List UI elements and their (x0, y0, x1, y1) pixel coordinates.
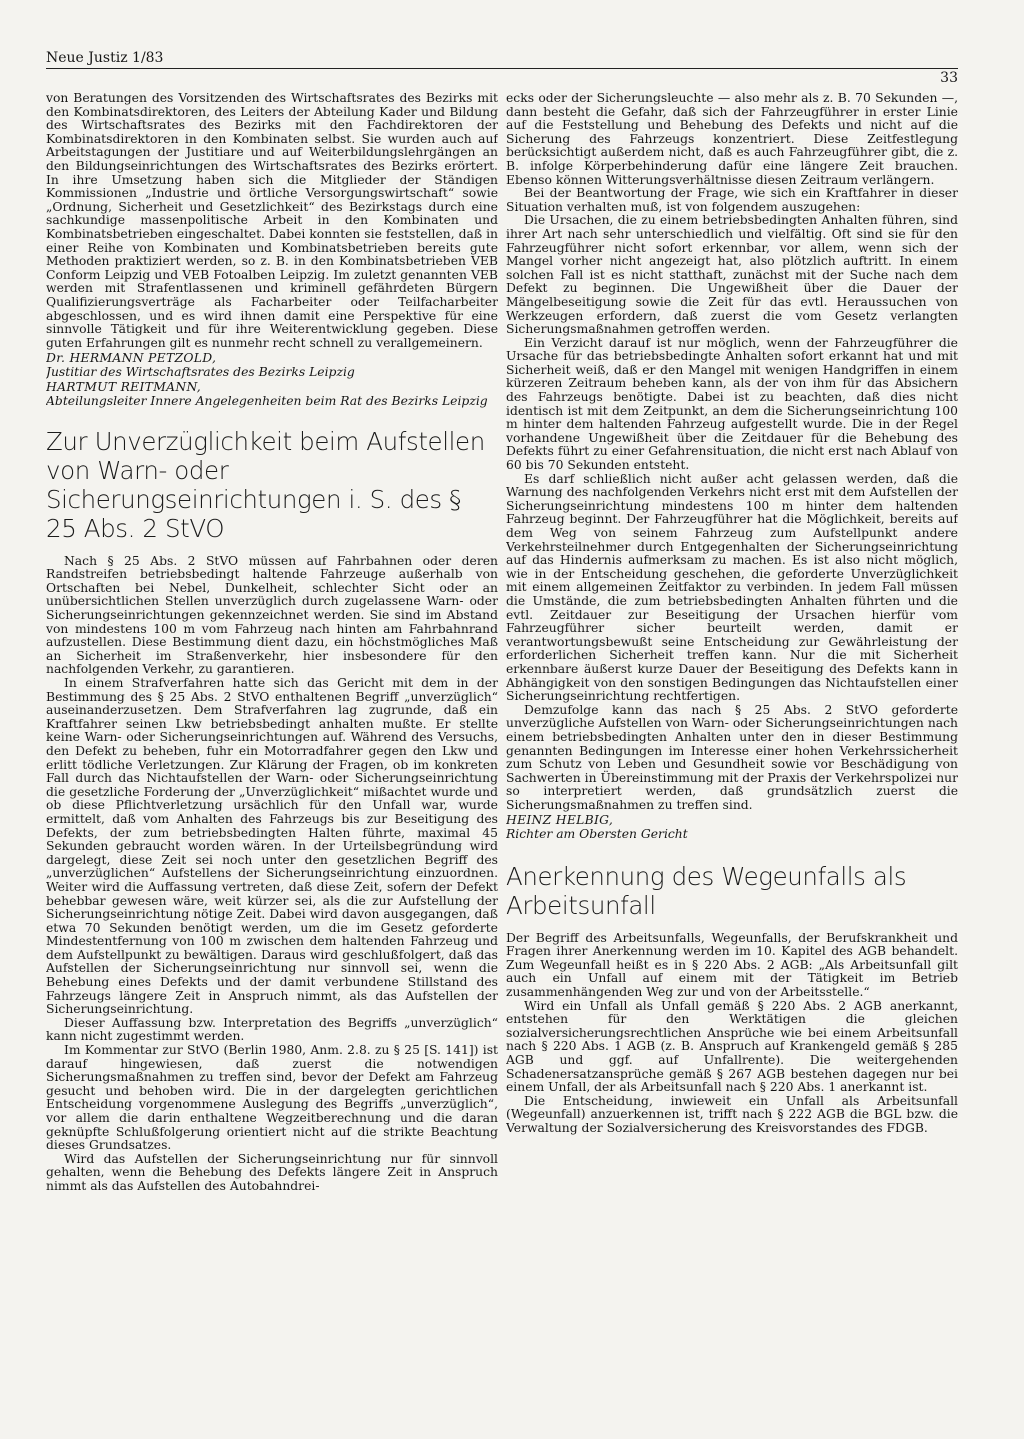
paragraph: Es darf schließlich nicht außer acht gelassen werden, daß die Warnung des nachfolgenden Verkehrs nicht erst mit dem Aufstellen der Sicherungseinrichtung mindestens 100 m hinter dem haltenden Fahrzeug beginnt. Der Fahrzeugführer hat die Möglichkeit, bereits auf dem Weg von seinem Fahrzeug zum Aufstellpunkt andere Verkehrsteilnehmer durch Entgegenhalten der Sicherungseinrichtung auf das Hindernis aufmerksam zu machen. Es ist also nicht möglich, wie in der Entscheidung geschehen, die geforderte Unverzüglichkeit mit einem allgemeinen Zeitfaktor zu verbinden. In jedem Fall müssen die Umstände, die zum betriebsbedingten Anhalten führten und die evtl. Zeitdauer zur Beseitigung der Ursachen hierfür vom Fahrzeugführer sicher beurteilt werden, damit er verantwortungsbewußt seine Entscheidung zur Gewährleistung der erforderlichen Sicherheit treffen kann. Nur die mit Sicherheit erkennbare äußerst kurze Dauer der Beseitigung des Defekts kann in Abhängigkeit von den sonstigen Bedingungen das Nichtaufstellen einer Sicherungseinrichtung rechtfertigen. (506, 471, 958, 704)
paragraph: Die Entscheidung, inwieweit ein Unfall als Arbeitsunfall (Wegeunfall) anzuerkennen ist, trifft nach § 222 AGB die BGL bzw. die Verwaltung der Sozialversicherung des Kreisvorstandes des FDGB. (506, 1093, 958, 1135)
paragraph: Ein Verzicht darauf ist nur möglich, wenn der Fahrzeugführer die Ursache für das betriebsbedingte Anhalten sofort erkannt hat und mit Sicherheit weiß, daß er den Mangel mit wenigen Handgriffen in einem kürzeren Zeitraum beheben kann, als der von ihm für das Absichern des Fahrzeugs benötigte. Dabei ist zu beachten, daß dies nicht identisch ist mit dem Zeitpunkt, an dem die Sicherungseinrichtung 100 m hinter dem haltenden Fahrzeug aufgestellt wurde. Die in der Regel vorhandene Ungewißheit über die Zeitdauer für die Behebung des Defekts führt zu einer Gefahrensituation, die nicht erst nach Ablauf von 60 bis 70 Sekunden entsteht. (506, 335, 958, 473)
author-title: Abteilungsleiter Innere Angelegenheiten beim Rat des Bezirks Leipzig (46, 394, 488, 409)
author-name: HEINZ HELBIG, (506, 813, 614, 828)
paragraph: In einem Strafverfahren hatte sich das Gericht mit dem in der Bestimmung des § 25 Abs. 2 StVO enthaltenen Begriff „unverzüglich“ auseinanderzusetzen. Dem Strafverfahren lag zugrunde, daß ein Kraftfahrer seinen Lkw betriebsbedingt anhalten mußte. Er stellte keine Warn- oder Sicherungseinrichtungen auf. Während des Versuchs, den Defekt zu beheben, fuhr ein Motorradfahrer gegen den Lkw und erlitt tödliche Verletzungen. Zur Klärung der Fragen, ob im konkreten Fall durch das Nichtaufstellen der Warn- oder Sicherungseinrichtung die gesetzliche Forderung der „Unverzüglichkeit“ mißachtet wurde und ob diese Pflichtverletzung ursächlich für den Unfall war, wurde ermittelt, daß vom Anhalten des Fahrzeugs bis zur Beseitigung des Defekts, der zum betriebsbedingten Halten führte, maximal 45 Sekunden gebraucht worden wären. In der Urteilsbegründung wird dargelegt, diese Zeit sei noch unter den gesetzlichen Begriff des „unverzüglichen“ Aufstellens der Sicherungseinrichtung einzuordnen. Weiter wird die Auffassung vertreten, daß diese Zeit, sofern der Defekt behebbar gewesen wäre, weit kürzer sei, als die zur Aufstellung der Sicherungseinrichtung nötige Zeit. Dabei wird davon ausgegangen, daß etwa 70 Sekunden benötigt werden, um die im Gesetz geforderte Mindestentfernung von 100 m zwischen dem haltenden Fahrzeug und dem Aufstellpunkt zu bewältigen. Daraus wird geschlußfolgert, daß das Aufstellen der Sicherungseinrichtung nur sinnvoll sei, wenn die Behebung eines Defekts und der damit verbundene Stillstand des Fahrzeugs längere Zeit in Anspruch nimmt, als das Aufstellen der Sicherungseinrichtung. (46, 676, 498, 1017)
page-header (46, 50, 958, 86)
journal-title: Neue Justiz 1/83 (46, 50, 164, 66)
paragraph: von Beratungen des Vorsitzenden des Wirtschaftsrates des Bezirks mit den Kombinatsdirektoren, des Leiters der Abteilung Kader und Bildung des Wirtschaftsrates des Bezirks mit den Fachdirektoren der Kombinatsdirektoren in den Kombinaten selbst. Sie wurden auch auf Arbeitstagungen der Justitiare und auf Weiterbildungslehrgängen an den Bildungseinrichtungen des Wirtschaftsrates des Bezirks erörtert. In ihre Umsetzung haben sich die Mitglieder der Ständigen Kommissionen „Industrie und örtliche Versorgungswirtschaft“ sowie „Ordnung, Sicherheit und Gesetzlichkeit“ des Bezirkstags durch eine sachkundige massenpolitische Arbeit in den Kombinaten und Kombinatsbetrieben eingeschaltet. Dabei konnten sie feststellen, daß in einer Reihe von Kombinaten und Kombinatsbetrieben bereits gute Methoden praktiziert werden, so z. B. in den Kombinatsbetrieben VEB Conform Leipzig und VEB Fotoalben Leipzig. Im zuletzt genannten VEB werden mit Strafentlassenen und kriminell gefährdeten Bürgern Qualifizierungsverträge als Facharbeiter oder Teilfacharbeiter abgeschlossen, und es wird ihnen damit eine Perspektive für eine sinnvolle Tätigkeit und für ihre Weiterentwicklung gegeben. Diese guten Erfahrungen gilt es nunmehr recht schnell zu verallgemeinern. (46, 92, 498, 350)
paragraph: ecks oder der Sicherungsleuchte — also mehr als z. B. 70 Sekunden —, dann besteht die Gefahr, daß sich der Fahrzeugführer in erster Linie auf die Feststellung und Behebung des Defekts und nicht auf die Sicherung des Fahrzeugs konzentriert. Diese Zeitfestlegung berücksichtigt außerdem nicht, daß es auch Fahrzeugführer gibt, die z. B. infolge Körperbehinderung dafür eine längere Zeit brauchen. Ebenso können Witterungsverhältnisse diesen Zeitraum verlängern. (506, 92, 958, 187)
article-headline: Anerkennung des Wegeunfalls als Arbeitsunfall (506, 861, 907, 920)
article-headline: Zur Unverzüglichkeit beim Aufstellen von Warn- oder Sicherungseinrichtungen i. S. des § 25 Abs. 2 StVO (46, 426, 485, 543)
left-column (46, 92, 498, 1382)
paragraph: Der Begriff des Arbeitsunfalls, Wegeunfalls, der Berufskrankheit und Fragen ihrer Anerkennung werden im 10. Kapitel des AGB behandelt. Zum Wegeunfall heißt es in § 220 Abs. 2 AGB: „Als Arbeitsunfall gilt auch ein Unfall auf einem mit der Tätigkeit im Betrieb zusammenhängenden Weg zur und von der Arbeitsstelle.“ (506, 930, 958, 1000)
right-column (506, 92, 958, 1382)
paragraph: Dieser Auffassung bzw. Interpretation des Begriffs „unverzüglich“ kann nicht zugestimmt werden. (46, 1015, 498, 1044)
author-title: Justitiar des Wirtschaftsrates des Bezirks Leipzig (46, 364, 355, 379)
paragraph: Demzufolge kann das nach § 25 Abs. 2 StVO geforderte unverzügliche Aufstellen von Warn- oder Sicherungseinrichtungen nach einem betriebsbedingten Anhalten unter den in dieser Bestimmung genannten Bedingungen im Interesse einer hohen Verkehrssicherheit zum Schutz von Leben und Gesundheit sowie vor Beschädigung von Sachwerten in Übereinstimmung mit der Praxis der Verkehrspolizei nur so interpretiert werden, daß grundsätzlich zuerst die Sicherungsmaßnahmen zu treffen sind. (506, 702, 958, 812)
paragraph: Bei der Beantwortung der Frage, wie sich ein Kraftfahrer in dieser Situation verhalten muß, ist von folgendem auszugehen: (506, 186, 958, 214)
paragraph: Wird ein Unfall als Unfall gemäß § 220 Abs. 2 AGB anerkannt, entstehen für den Werktätigen die gleichen sozialversicherungsrechtlichen Ansprüche wie bei einem Arbeitsunfall nach § 220 Abs. 1 AGB (z. B. Anspruch auf Krankengeld gemäß § 285 AGB und ggf. auf Unfallrente). Die weitergehenden Schadenersatzansprüche gemäß § 267 AGB bestehen dagegen nur bei einem Unfall, der als Arbeitsunfall nach § 220 Abs. 1 anerkannt ist. (506, 998, 958, 1095)
paragraph: Nach § 25 Abs. 2 StVO müssen auf Fahrbahnen oder deren Randstreifen betriebsbedingt haltende Fahrzeuge außerhalb von Ortschaften bei Nebel, Dunkelheit, schlechter Sicht oder an unübersichtlichen Stellen unverzüglich durch zugelassene Warn- oder Sicherungseinrichtungen gekennzeichnet werden. Sie sind im Abstand von mindestens 100 m vom Fahrzeug nach hinten am Fahrbahnrand aufzustellen. Diese Bestimmung dient dazu, ein höchstmögliches Maß an Sicherheit im Straßenverkehr, hier insbesondere für den nachfolgenden Verkehr, zu garantieren. (46, 553, 498, 677)
author-title: Richter am Obersten Gericht (506, 827, 688, 842)
author-name: Dr. HERMANN PETZOLD, (46, 351, 217, 366)
paragraph: Wird das Aufstellen der Sicherungseinrichtung nur für sinnvoll gehalten, wenn die Behebung des Defekts längere Zeit in Anspruch nimmt als das Aufstellen des Autobahndrei- (46, 1151, 498, 1193)
header-rule (46, 68, 958, 69)
paragraph: Die Ursachen, die zu einem betriebsbedingten Anhalten führen, sind ihrer Art nach sehr unterschiedlich und vielfältig. Oft sind sie für den Fahrzeugführer nicht sofort erkennbar, vor allem, wenn sich der Mangel vorher nicht angezeigt hat, also plötzlich auftritt. In einem solchen Fall ist es nicht statthaft, zunächst mit der Suche nach dem Defekt zu beginnen. Die Ungewißheit über die Dauer der Mängelbeseitigung sowie die Zeit für das evtl. Heraussuchen von Werkzeugen erfordern, daß zuerst die vom Gesetz verlangten Sicherungsmaßnahmen getroffen werden. (506, 213, 958, 337)
paragraph: Im Kommentar zur StVO (Berlin 1980, Anm. 2.8. zu § 25 [S. 141]) ist darauf hingewiesen, daß zuerst die notwendigen Sicherungsmaßnahmen zu treffen sind, bevor der Defekt am Fahrzeug gesucht und behoben wird. Die in der dargelegten gerichtlichen Entscheidung vorgenommene Auslegung des Begriffs „unverzüglich“, vor allem die darin enthaltene Wegzeitberechnung und die daran geknüpfte Schlußfolgerung orientiert nicht auf die strikte Beachtung dieses Grundsatzes. (46, 1043, 498, 1153)
author-name: HARTMUT REITMANN, (46, 380, 201, 395)
page-number: 33 (940, 70, 958, 86)
